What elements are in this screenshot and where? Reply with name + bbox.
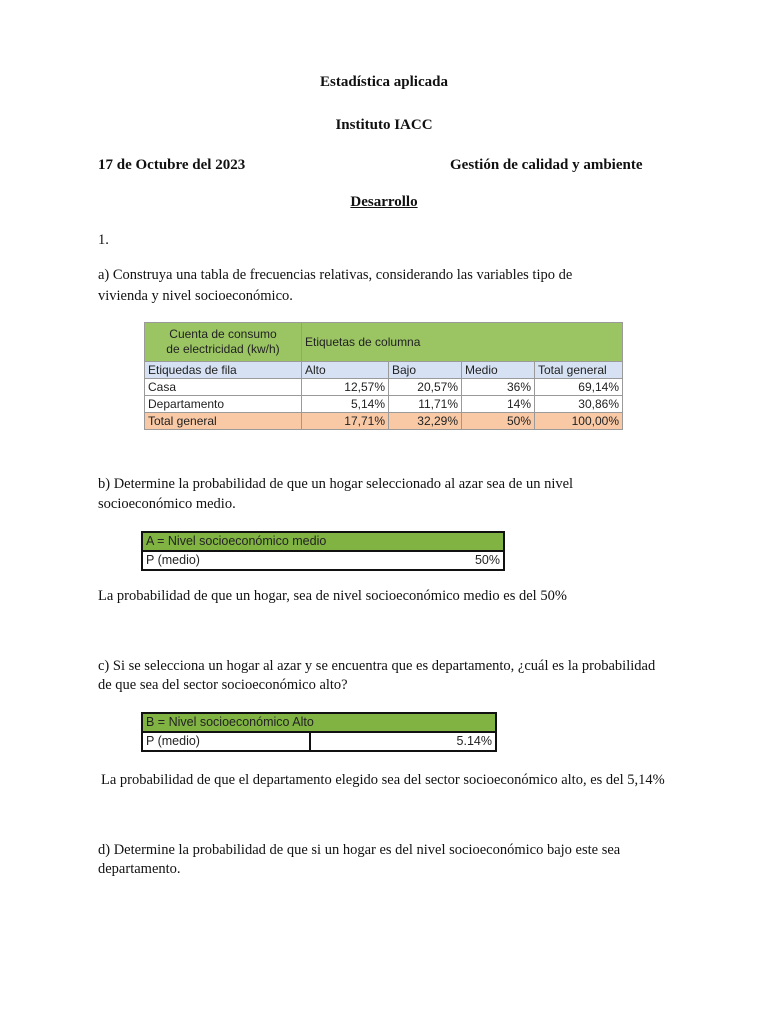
probability-a-row: [142, 551, 504, 570]
question-d-line1: d) Determine la probabilidad de que si un hogar es del nivel socioeconómico bajo este sea: [98, 842, 621, 858]
pivot-corner-line1: Cuenta de consumo: [169, 327, 277, 341]
question-c-line2: de que sea del sector socioeconómico alto?: [98, 677, 348, 693]
pivot-cell: 20,57%: [389, 379, 462, 396]
pivot-cell: 12,57%: [302, 379, 389, 396]
document-title: Estadística aplicada: [320, 74, 448, 90]
probability-b-value: 5.14%: [310, 732, 496, 751]
probability-table-a: [141, 531, 505, 571]
program-name: Gestión de calidad y ambiente: [450, 157, 643, 173]
pivot-col-header: Total general: [535, 362, 623, 379]
pivot-cell: 5,14%: [302, 396, 389, 413]
pivot-total-cell: 50%: [462, 413, 535, 430]
pivot-corner-line2: de electricidad (kw/h): [166, 342, 280, 356]
answer-b: La probabilidad de que un hogar, sea de nivel socioeconómico medio es del 50%: [98, 588, 567, 604]
pivot-corner: [145, 323, 302, 362]
pivot-cell: 36%: [462, 379, 535, 396]
probability-a-value: 50%: [474, 553, 500, 567]
pivot-cell: 30,86%: [535, 396, 623, 413]
pivot-col-header: Medio: [462, 362, 535, 379]
section-heading: Desarrollo: [350, 194, 418, 210]
question-a-line2: vivienda y nivel socioeconómico.: [98, 288, 293, 304]
pivot-cell: 11,71%: [389, 396, 462, 413]
pivot-total-cell: 32,29%: [389, 413, 462, 430]
pivot-total-cell: 100,00%: [535, 413, 623, 430]
pivot-row-label: Casa: [145, 379, 302, 396]
pivot-row: [145, 379, 623, 396]
pivot-cell: 69,14%: [535, 379, 623, 396]
institute-name: Instituto IACC: [335, 117, 433, 133]
pivot-row-label: Departamento: [145, 396, 302, 413]
pivot-col-header: Bajo: [389, 362, 462, 379]
probability-b-heading: B = Nivel socioeconómico Alto: [142, 713, 496, 732]
question-number: 1.: [98, 232, 109, 248]
pivot-total-label: Total general: [145, 413, 302, 430]
pivot-total-cell: 17,71%: [302, 413, 389, 430]
document-date: 17 de Octubre del 2023: [98, 157, 246, 173]
probability-table-b: [141, 712, 497, 752]
probability-a-label: P (medio): [146, 553, 200, 567]
question-d-line2: departamento.: [98, 861, 181, 877]
probability-a-heading: A = Nivel socioeconómico medio: [142, 532, 504, 551]
pivot-total-row: [145, 413, 623, 430]
probability-b-label: P (medio): [142, 732, 310, 751]
pivot-table: [144, 322, 623, 430]
pivot-col-header: Alto: [302, 362, 389, 379]
question-a-line1: a) Construya una tabla de frecuencias relativas, considerando las variables tipo de: [98, 267, 573, 283]
pivot-column-labels: Etiquetas de columna: [302, 323, 623, 362]
question-b-line1: b) Determine la probabilidad de que un hogar seleccionado al azar sea de un nivel: [98, 476, 574, 492]
pivot-row: [145, 396, 623, 413]
answer-c: La probabilidad de que el departamento elegido sea del sector socioeconómico alto, es del 5,14%: [101, 772, 665, 788]
pivot-row-labels: Etiquedas de fila: [145, 362, 302, 379]
question-b-line2: socioeconómico medio.: [98, 496, 236, 512]
pivot-cell: 14%: [462, 396, 535, 413]
question-c-line1: c) Si se selecciona un hogar al azar y se encuentra que es departamento, ¿cuál es la probabilidad: [98, 658, 656, 674]
